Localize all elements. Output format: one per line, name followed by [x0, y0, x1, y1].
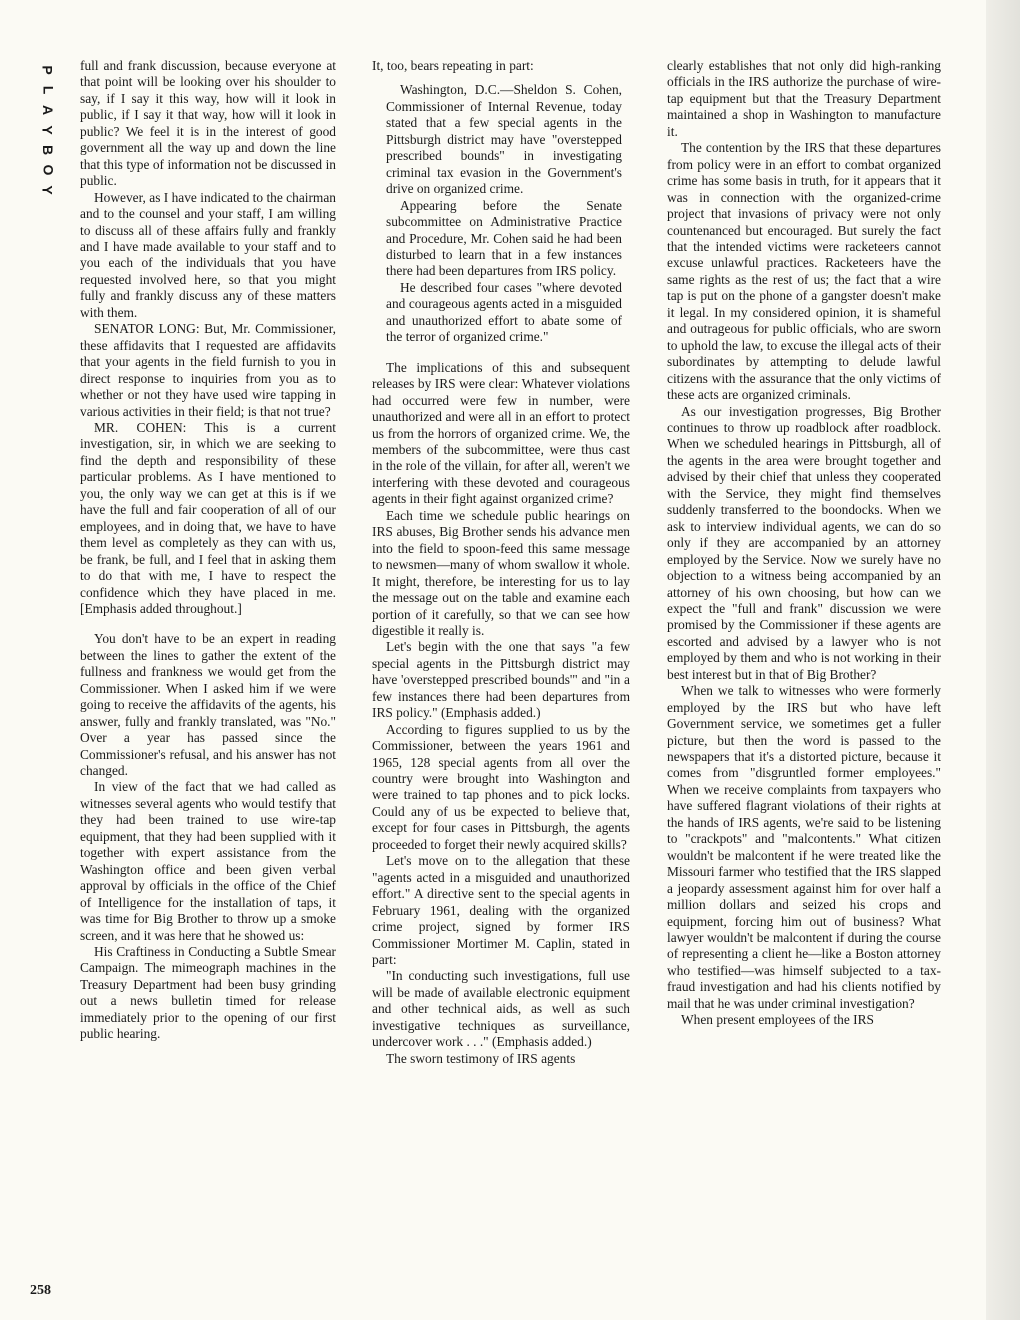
page-edge-shadow	[986, 0, 1020, 1320]
press-release-quote	[372, 82, 630, 345]
paragraph: Washington, D.C.—Sheldon S. Cohen, Commissioner of Internal Revenue, today stated that a few special agents in the Pittsburgh district may have "overstepped prescribed bounds" in investigating criminal tax evasion in the Government's drive on organized crime.	[386, 82, 622, 197]
paragraph: Each time we schedule public hearings on IRS abuses, Big Brother sends his advance men into the field to spoon-feed this same message to newsmen—many of whom swallow it whole. It might, therefore, be interesting for us to lay the message out on the table and examine each portion of it carefully, so that we can see how digestible it really is.	[372, 507, 630, 638]
paragraph: In view of the fact that we had called as witnesses several agents who would testify that they had been trained to use wire-tap equipment, that they had been supplied with it together with expert assistance from the Washington office and been given verbal approval by officials in the office of the Chief of Intelligence for the installation of taps, it was time for Big Brother to throw up a smoke screen, and it was here that he showed us:	[80, 779, 336, 943]
paragraph: When we talk to witnesses who were formerly employed by the IRS but who have left Government service, we sometimes get a fuller picture, but then the word is passed to the newspapers that it's a distorted picture, because it comes from "disgruntled former employees." When we receive complaints from taxpayers who have suffered flagrant violations of their rights at the hands of IRS agents, we're said to be listening to "crackpots" and "malcontents." What citizen wouldn't be malcontent if he were treated like the Missouri farmer who testified that the IRS slapped a jeopardy assessment against him for over half a million dollars and seized his crops and equipment, forcing him out of business? What lawyer wouldn't be malcontent if during the course of representing a client he—like a Boston attorney who testified—was himself subjected to a tax-fraud investigation and had his clients notified by mail that he was under criminal investigation?	[667, 683, 941, 1011]
paragraph: Let's move on to the allegation that these "agents acted in a misguided and unauthorized effort." A directive sent to the special agents in February 1961, dealing with the organized crime project, signed by former IRS Commissioner Mortimer M. Caplin, stated in part:	[372, 853, 630, 968]
text-column-2	[372, 58, 630, 1067]
masthead-letter: Y	[40, 185, 56, 195]
masthead-letter: P	[40, 65, 56, 75]
paragraph: When present employees of the IRS	[681, 1012, 874, 1028]
paragraph: MR. COHEN: This is a current investigation, sir, in which we are seeking to find the depth and responsibility of these particular problems. As I have mentioned to you, the only way we can get at this is if we have the full and fair cooperation of all of our employees, and in doing that, we have to have them level as completely as they can with us, be frank, be full, and I feel that in asking them to do that with me, I have to respect the confidence which they have placed in me. [Emphasis added throughout.]	[80, 419, 336, 616]
page-number: 258	[30, 1283, 51, 1298]
paragraph: According to figures supplied to us by the Commissioner, between the years 1961 and 1965, 128 special agents from all over the country were brought into Washington and were trained to tap phones and to pick locks. Could any of us be expected to believe that, except for four cases in Pittsburgh, the agents proceeded to forget their newly acquired skills?	[372, 721, 630, 852]
paragraph: As our investigation progresses, Big Brother continues to throw up roadblock after roadblock. When we scheduled hearings in Pittsburgh, all of the agents in the area were brought together and advised by their chief that unless they cooperated with the Service, they might find themselves suddenly transferred to the boondocks. When we ask to interview individual agents, we can do so only if they are accompanied by an attorney employed by the Service. Now we surely have no objection to a witness being accompanied by an attorney of his own choosing, but how can we expect the "full and frank" discussion we were promised by the Commissioner if these agents are escorted and advised by a lawyer who is not employed by them and who is not working in their best interest but in that of Big Brother?	[667, 403, 941, 682]
paragraph: Let's begin with the one that says "a few special agents in the Pittsburgh district may have 'overstepped prescribed bounds'" and "in a few instances there had been departures from IRS policy." (Emphasis added.)	[372, 639, 630, 721]
masthead-letter: B	[40, 144, 56, 156]
paragraph: The implications of this and subsequent releases by IRS were clear: Whatever violations had occurred were few in number, were unauthorized and were all in an effort to protect us from the horrors of organized crime. We, the members of the subcommittee, were thus cast in the role of the villain, for after all, weren't we interfering with these devoted and courageous agents in their fight against organized crime?	[372, 359, 630, 507]
paragraph: clearly establishes that not only did high-ranking officials in the IRS authorize the purchase of wire-tap equipment but that the Treasury Department maintained a shop in Washington to manufacture it.	[667, 58, 941, 139]
paragraph: The sworn testimony of IRS agents	[386, 1050, 576, 1066]
paragraph: "In conducting such investigations, full use will be made of available electronic equipment and other technical aids, as well as such investigative techniques as surveillance, undercover work . . ." (Emphasis added.)	[372, 968, 630, 1050]
paragraph: Appearing before the Senate subcommittee on Administrative Practice and Procedure, Mr. Cohen said he had been disturbed to learn that in a few instances there had been departures from IRS policy.	[386, 197, 622, 279]
text-column-1	[80, 58, 336, 1043]
playboy-masthead	[38, 60, 58, 200]
masthead-letter: L	[40, 85, 56, 95]
paragraph: His Craftiness in Conducting a Subtle Smear Campaign. The mimeograph machines in the Treasury Department had been busy grinding out a news bulletin timed for release immediately prior to the opening of our first public hearing.	[80, 944, 336, 1042]
paragraph: full and frank discussion, because everyone at that point will be looking over his shoulder to say, if I say it this way, how will it look in public, if I say it that way, how will it look in public? We feel it is in the interest of good government all the way up and down the line that this type of information not be discussed in public.	[80, 58, 336, 189]
masthead-letter: A	[40, 104, 56, 116]
paragraph: You don't have to be an expert in reading between the lines to gather the extent of the fullness and frankness we would get from the Commissioner. When I asked him if we were going to receive the affidavits of the agents, his answer, fully and frankly translated, was "No." Over a year has passed since the Commissioner's refusal, and his answer has not changed.	[80, 631, 336, 779]
masthead-letter: Y	[40, 125, 56, 135]
paragraph: It, too, bears repeating in part:	[372, 58, 534, 73]
paragraph: He described four cases "where devoted and courageous agents acted in a misguided and unauthorized effort to abate some of the terror of organized crime."	[386, 279, 622, 345]
paragraph: The contention by the IRS that these departures from policy were in an effort to combat organized crime has some basis in truth, for it appears that it was in connection with the organized-crime project that invasions of privacy were not only countenanced but encouraged. But surely the fact that the intended victims were racketeers cannot excuse unlawful practices. Racketeers have the same rights as the rest of us; the fact that a wire tap is put on the phone of a gangster doesn't make it legal. In my considered opinion, it is shameful and outrageous for public officials, who are sworn to uphold the law, to excuse the illegal acts of their subordinates by attempting to delude lawful citizens with the assurance that the only victims of these acts are organized criminals.	[667, 140, 941, 403]
paragraph: SENATOR LONG: But, Mr. Commissioner, these affidavits that I requested are affidavits that your agents in the field furnish to you in direct response to inquiries from you as to whether or not they have used wire tapping in various activities in their field; is that not true?	[80, 321, 336, 419]
masthead-letter: O	[39, 164, 56, 176]
text-column-3	[667, 58, 941, 1029]
paragraph: However, as I have indicated to the chairman and to the counsel and your staff, I am willing to discuss all of these affairs fully and frankly and I have made available to your staff and to you each of the individuals that you have requested involved here, so that you might fully and frankly discuss any of these matters with them.	[80, 189, 336, 320]
